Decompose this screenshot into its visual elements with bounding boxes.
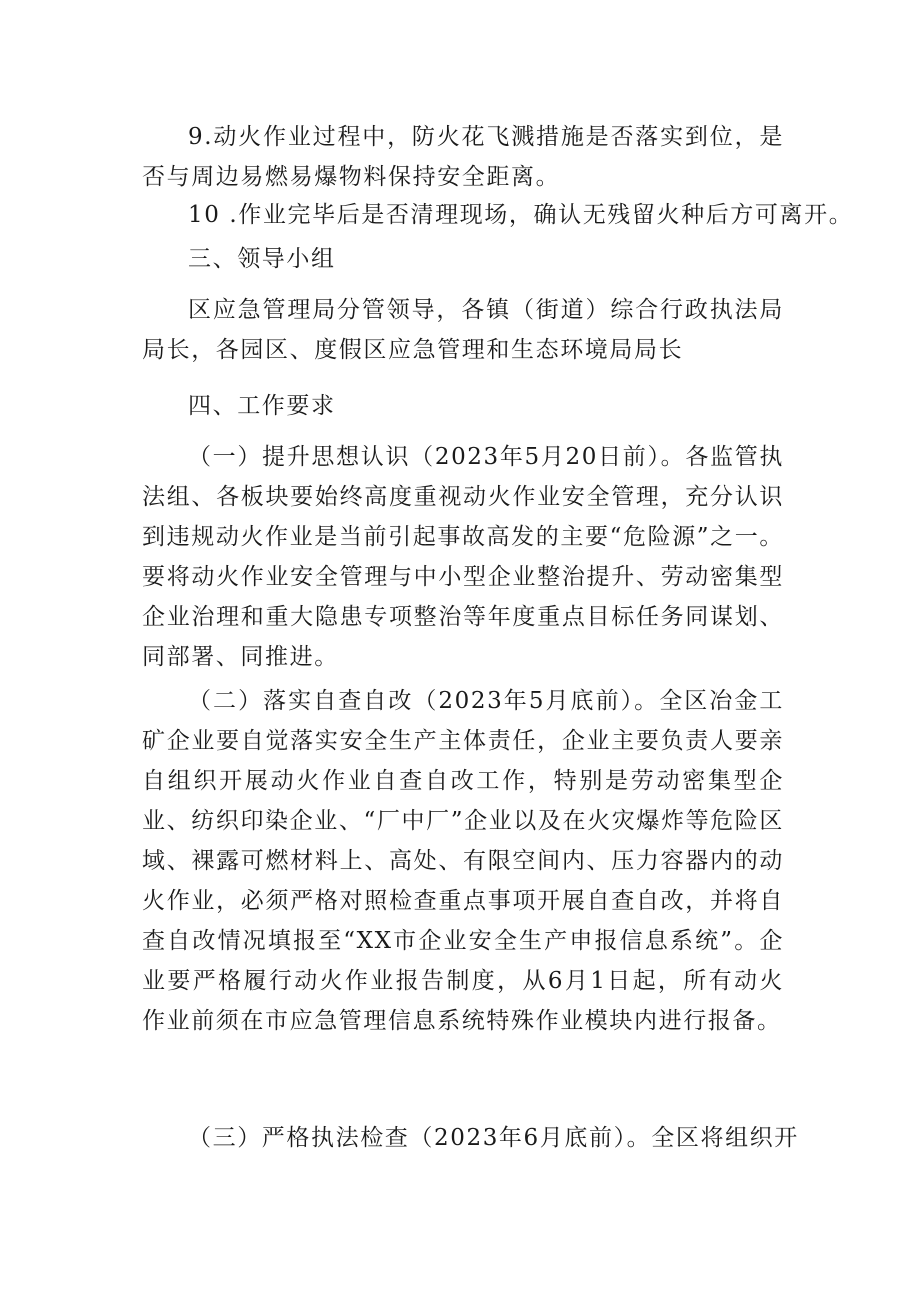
section-heading-work-requirements: 四、工作要求 xyxy=(188,393,336,419)
paragraph-item-9: 9.动火作业过程中，防火花飞溅措施是否落实到位，是否与周边易燃易爆物料保持安全距离。 xyxy=(142,124,784,190)
paragraph-item-10: 10 .作业完毕后是否清理现场，确认无残留火种后方可离开。 xyxy=(188,202,854,228)
paragraph-requirement-2: （二）落实自查自改（2023年5月底前）。全区冶金工矿企业要自觉落实安全生产主体责任，企业主要负责人要亲自组织开展动火作业自查自改工作，特别是劳动密集型企业、纺织印染企业、“厂中厂”企业以及在火灾爆炸等危险区域、裸露可燃材料上、高处、有限空间内、压力容器内的动火作业，必须严格对照检查重点事项开展自查自改，并将自查自改情况填报至“XX市企业安全生产申报信息系统”。企业要严格履行动火作业报告制度，从6月1日起，所有动火作业前须在市应急管理信息系统特殊作业模块内进行报备。 xyxy=(142,688,784,1034)
section-heading-leadership-group: 三、领导小组 xyxy=(188,246,336,272)
paragraph-leadership-members: 区应急管理局分管领导，各镇（街道）综合行政执法局局长，各园区、度假区应急管理和生态环境局局长 xyxy=(142,297,784,363)
paragraph-requirement-1: （一）提升思想认识（2023年5月20日前）。各监管执法组、各板块要始终高度重视动火作业安全管理，充分认识到违规动火作业是当前引起事故高发的主要“危险源”之一。要将动火作业安全管理与中小型企业整治提升、劳动密集型企业治理和重大隐患专项整治等年度重点目标任务同谋划、同部署、同推进。 xyxy=(142,444,784,670)
paragraph-requirement-3: （三）严格执法检查（2023年6月底前）。全区将组织开 xyxy=(188,1125,799,1151)
